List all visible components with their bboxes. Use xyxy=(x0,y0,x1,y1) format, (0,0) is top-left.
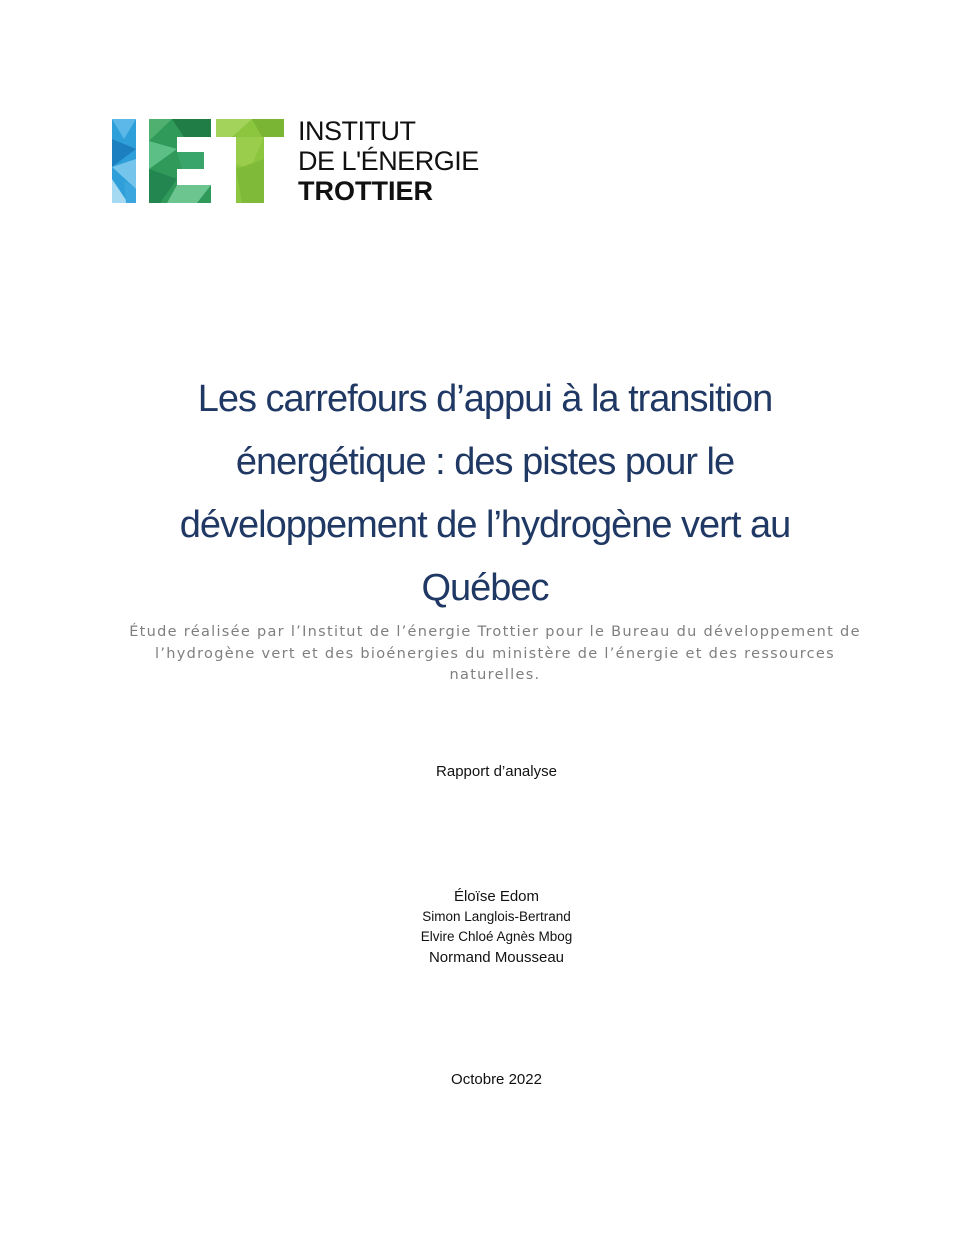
subtitle-line: naturelles. xyxy=(449,667,541,683)
logo-line-institut: INSTITUT xyxy=(298,116,416,146)
subtitle-line: Étude réalisée par l’Institut de l’énergie Trottier pour le Bureau du développement de xyxy=(129,624,861,640)
author-list xyxy=(0,886,969,968)
logo-letter-i xyxy=(112,119,136,203)
logo-line-energie: DE L'ÉNERGIE xyxy=(298,146,479,176)
logo-line-trottier: TROTTIER xyxy=(298,176,433,206)
title-line: développement de l’hydrogène vert au xyxy=(179,504,791,546)
author-name: Normand Mousseau xyxy=(428,949,565,966)
title-line: Les carrefours d’appui à la transition xyxy=(197,378,773,420)
subtitle-line: l’hydrogène vert et des bioénergies du ministère de l’énergie et des ressources xyxy=(154,645,835,662)
publication-date: Octobre 2022 xyxy=(451,1071,542,1088)
author-name: Elvire Chloé Agnès Mbog xyxy=(420,929,573,944)
logo-letter-e xyxy=(149,119,211,203)
document-subtitle xyxy=(120,622,870,687)
author-name: Simon Langlois-Bertrand xyxy=(422,909,571,924)
author-name: Éloïse Edom xyxy=(453,888,540,905)
logo-letter-t xyxy=(216,119,284,203)
title-line: énergétique : des pistes pour le xyxy=(235,441,735,483)
iet-logo-mark xyxy=(112,119,284,205)
document-title xyxy=(110,368,860,620)
iet-logo xyxy=(112,116,482,208)
title-line: Québec xyxy=(421,567,549,609)
report-type: Rapport d’analyse xyxy=(436,763,557,780)
logo-wordmark xyxy=(298,116,479,206)
